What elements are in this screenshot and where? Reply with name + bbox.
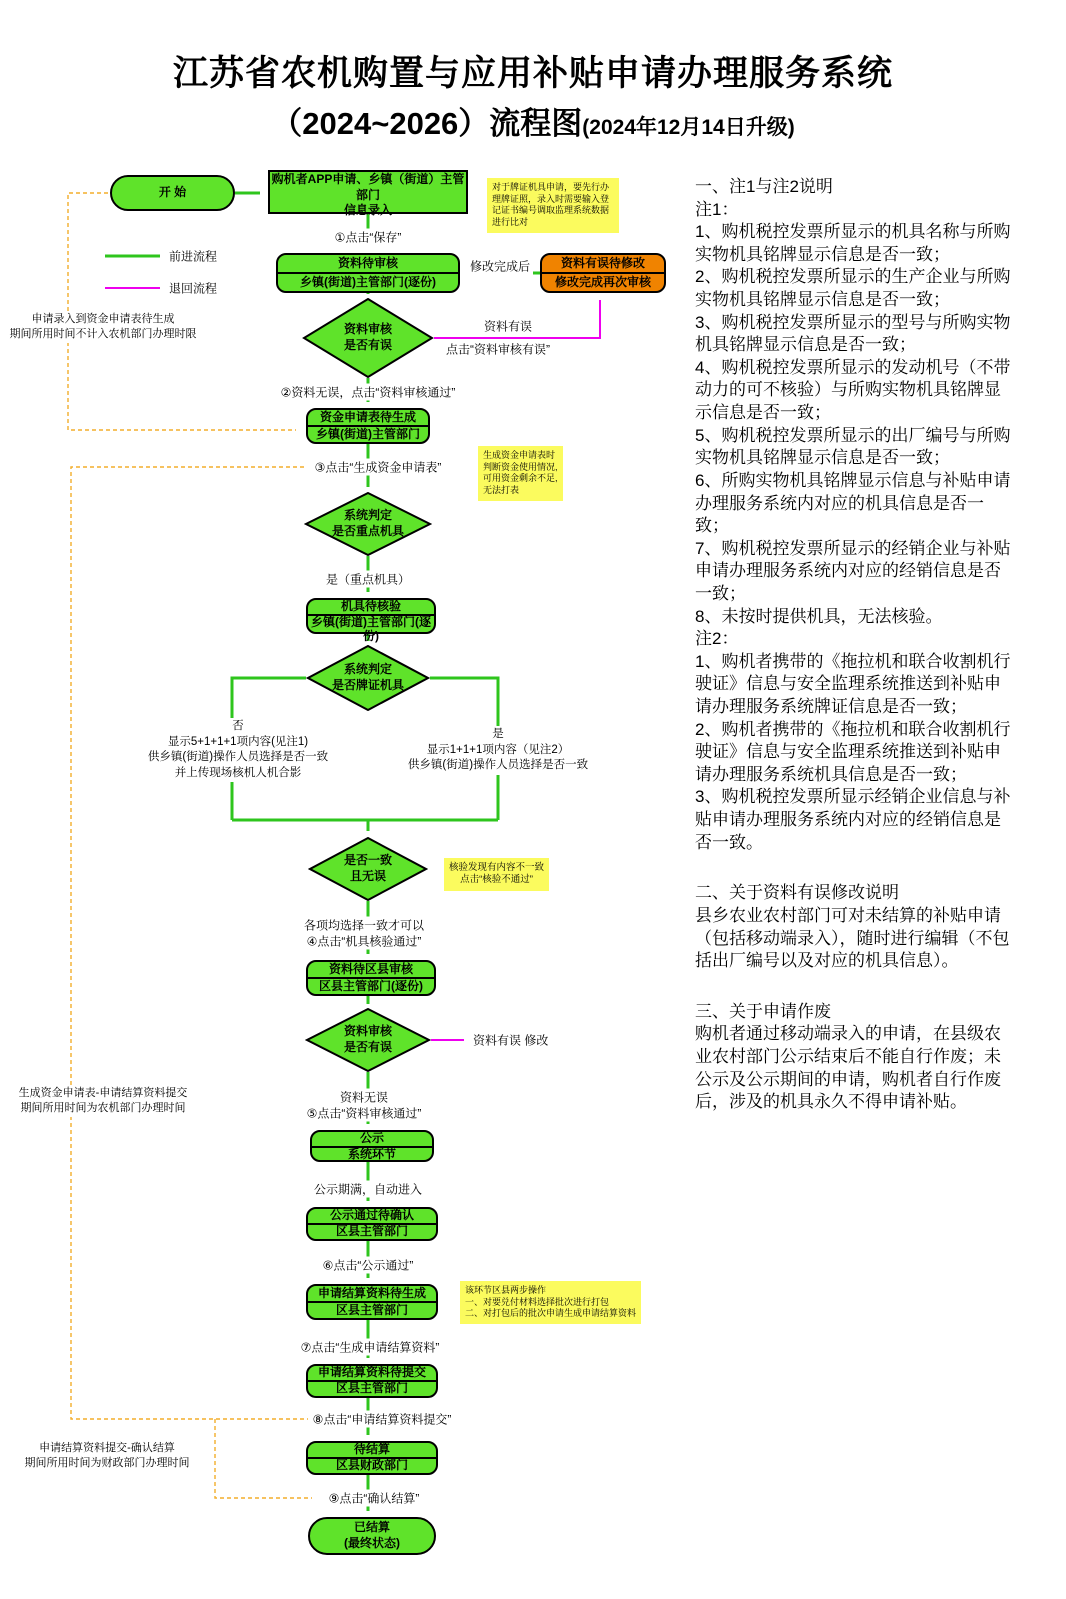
timeline-note-line: 申请录入到资金申请表待生成 (31, 313, 175, 325)
machine-verify-box (306, 598, 436, 643)
label-step-4a: 各项均选择一致才可以 (301, 917, 427, 934)
settle-generate-title: 申请结算资料待生成 (317, 1285, 426, 1300)
label-step-1: ①点击“保存” (332, 229, 405, 246)
timeline-note-1 (8, 312, 198, 343)
note-county-two-steps (460, 1281, 641, 1324)
panel-paragraph: 购机者通过移动端录入的申请，在县级农业农村部门公示结束后不能自行作废；未公示及公示期间的申请，购机者自行作废后，涉及的机具永久不得申请补贴。 (695, 1024, 1001, 1112)
panel-paragraph: 注2： (695, 629, 739, 649)
pending-settle-org: 区县财政部门 (308, 1457, 436, 1473)
error-fix-title: 资料有误待修改 (560, 255, 645, 270)
timeline-note-2 (8, 1086, 198, 1117)
note-verify-fail (444, 858, 549, 891)
error-fix-box (540, 253, 666, 293)
branch-no-head: 否 (232, 720, 244, 732)
branch-no-line: 并上传现场核机人机合影 (174, 766, 302, 779)
decision-review-error-1 (302, 298, 434, 378)
panel-paragraph: 3、购机税控发票所显示的型号与所购实物机具铭牌显示信息是否一致； (695, 312, 1011, 355)
decision-line: 系统判定 (343, 662, 392, 677)
legend-back-label: 退回流程 (166, 280, 220, 297)
decision-key-machine (304, 492, 432, 556)
branch-yes-line: 显示1+1+1项内容（见注2） (426, 743, 570, 756)
note-line: 点击“核验不通过” (460, 874, 533, 886)
panel-paragraph: 8、未按时提供机具，无法核验。 (695, 606, 943, 626)
label-step-5: ⑤点击“资料审核通过” (304, 1105, 425, 1122)
label-error-return-1a: 资料有误 (481, 318, 535, 335)
panel-paragraph: 1、购机者携带的《拖拉机和联合收割机行驶证》信息与安全监理系统推送到补贴申请办理服务系统牌证信息是否一致； (695, 651, 1011, 717)
county-review-title: 资料待区县审核 (328, 961, 413, 976)
panel-paragraph: 7、购机税控发票所显示的经销企业与补贴申请办理服务系统内对应的经销信息是否一致； (695, 538, 1011, 603)
panel-heading-3: 三、关于申请作废 (695, 1001, 831, 1021)
panel-paragraph: 一、注1与注2说明 (695, 177, 833, 196)
settled-line2: (最终状态) (344, 1536, 400, 1550)
fund-table-title: 资金申请表待生成 (319, 409, 416, 424)
label-step-7: ⑦点击“生成申请结算资料” (298, 1339, 443, 1356)
decision-line: 是否有误 (343, 338, 392, 352)
label-step-5a: 资料无误 (337, 1089, 391, 1106)
page-title: 江苏省农机购置与应用补贴申请办理服务系统 (172, 54, 893, 93)
decision-line: 是否一致 (343, 853, 392, 868)
subtitle-main: （2024~2026）流程图 (271, 106, 583, 141)
branch-yes-line: 供乡镇(街道)操作人员选择是否一致 (407, 759, 589, 772)
note-line: 生成资金申请表时 (483, 450, 556, 460)
county-review-org: 区县主管部门(逐份) (308, 977, 434, 994)
settle-generate-org: 区县主管部门 (308, 1301, 436, 1318)
fund-table-box (306, 408, 430, 444)
branch-no-line: 显示5+1+1+1项内容(见注1) (167, 735, 309, 748)
decision-line: 系统判定 (343, 508, 392, 523)
settled-line1: 已结算 (353, 1520, 390, 1535)
note-line: 一、对要兑付材料选择批次进行打包 (465, 1296, 610, 1307)
decision-consistent (308, 837, 428, 901)
error-fix-org: 修改完成再次审核 (542, 272, 664, 291)
note-line: 二、对打包后的批次申请生成申请结算资料 (465, 1308, 637, 1319)
machine-verify-title: 机具待核验 (340, 599, 401, 613)
machine-verify-org: 乡镇(街道)主管部门(逐份) (308, 614, 434, 644)
town-review-org: 乡镇(街道)主管部门(逐份) (278, 272, 458, 291)
start-node: 开 始 (110, 175, 235, 211)
settle-submit-org: 区县主管部门 (308, 1380, 436, 1396)
panel-heading-2: 二、关于资料有误修改说明 (695, 883, 899, 903)
label-step-6: ⑥点击“公示通过” (320, 1257, 417, 1274)
panel-paragraph: 注1： (695, 199, 739, 219)
note-line: 该环节区县两步操作 (465, 1285, 547, 1295)
branch-yes-block (405, 726, 591, 775)
legend-forward-label: 前进流程 (166, 248, 220, 265)
pending-settle-title: 待结算 (353, 1442, 390, 1457)
publicity-confirm-title: 公示通过待确认 (329, 1208, 414, 1223)
label-fix-done: 修改完成后 (467, 258, 533, 275)
label-step-3: ③点击“生成资金申请表” (312, 459, 445, 476)
fund-table-org: 乡镇(街道)主管部门 (308, 425, 428, 442)
publicity-org: 系统环节 (312, 1146, 432, 1162)
label-step-8: ⑧点击“申请结算资料提交” (310, 1411, 455, 1428)
panel-paragraph: 3、购机税控发票所显示经销企业信息与补贴申请办理服务系统内对应的经销信息是否一致。 (695, 787, 1011, 852)
publicity-box (310, 1130, 434, 1162)
timeline-note-line: 申请结算资料提交-确认结算 (39, 1442, 175, 1454)
county-review-box (306, 960, 436, 996)
note-line: 判断资金使用情况, (483, 461, 558, 472)
entry-box (268, 170, 468, 218)
decision-line: 是否牌证机具 (331, 678, 404, 692)
panel-paragraph: 县乡农业农村部门可对未结算的补贴申请（包括移动端录入），随时进行编辑（不包括出厂编号以及对应的机具信息）。 (695, 905, 1010, 971)
panel-paragraph: 2、购机税控发票所显示的生产企业与所购实物机具铭牌显示信息是否一致； (695, 267, 1011, 310)
label-error-return-1b: 点击“资料审核有误” (443, 341, 553, 358)
decision-line: 是否重点机具 (331, 524, 404, 538)
note-fund-generation (478, 446, 563, 501)
settle-submit-box (306, 1364, 438, 1398)
timeline-note-3 (12, 1441, 202, 1472)
timeline-note-line: 期间所用时间不计入农机部门办理时限 (9, 328, 197, 341)
label-error-return-2: 资料有误 修改 (470, 1032, 551, 1049)
timeline-note-line: 生成资金申请表-申请结算资料提交 (18, 1087, 188, 1099)
settled-node (308, 1517, 436, 1555)
note-line: 核验发现有内容不一致 (449, 862, 545, 873)
subtitle-upgrade-date: (2024年12月14日升级) (582, 116, 795, 139)
decision-line: 资料审核 (343, 322, 392, 337)
entry-line2: 信息录入 (343, 203, 392, 218)
branch-no-line: 供乡镇(街道)操作人员选择是否一致 (147, 751, 329, 764)
timeline-note-line: 期间所用时间为财政部门办理时间 (24, 1457, 190, 1470)
panel-paragraph: 4、购机税控发票所显示的发动机号（不带动力的可不核验）与所购实物机具铭牌显示信息是否一致； (695, 357, 1011, 423)
decision-line: 是否有误 (343, 1040, 392, 1054)
panel-paragraph: 1、购机税控发票所显示的机具名称与所购实物机具铭牌显示信息是否一致； (695, 222, 1011, 264)
town-review-title: 资料待审核 (337, 255, 398, 270)
settle-submit-title: 申请结算资料待提交 (317, 1365, 426, 1380)
panel-paragraph: 2、购机者携带的《拖拉机和联合收割机行驶证》信息与安全监理系统推送到补贴申请办理服务系统机具信息是否一致； (695, 719, 1011, 784)
decision-line: 且无误 (349, 869, 386, 883)
decision-review-error-2 (305, 1008, 431, 1072)
note-line: 无法打表 (483, 485, 520, 496)
panel-paragraph: 5、购机税控发票所显示的出厂编号与所购实物机具铭牌显示信息是否一致； (695, 425, 1011, 468)
branch-yes-head: 是 (492, 728, 504, 740)
label-publicity-auto: 公示期满，自动进入 (311, 1181, 425, 1198)
note-line: 可用资金剩余不足, (483, 473, 558, 484)
decision-line: 资料审核 (343, 1024, 392, 1039)
label-step-4: ④点击“机具核验通过” (304, 933, 425, 950)
note-license-entry: 对于牌证机具申请，要先行办理牌证照，录入时需要输入登记证书编号调取监理系统数据进行比对 (487, 178, 619, 233)
label-step-2: ②资料无误，点击“资料审核通过” (278, 384, 459, 401)
panel-paragraph: 6、所购实物机具铭牌显示信息与补贴申请办理服务系统内对应的机具信息是否一致； (695, 470, 1011, 536)
label-key-yes: 是（重点机具） (323, 571, 413, 588)
label-step-9: ⑨点击“确认结算” (326, 1490, 423, 1507)
notes-panel (695, 176, 1017, 1114)
timeline-note-line: 期间所用时间为农机部门办理时间 (20, 1102, 186, 1115)
publicity-title: 公示 (359, 1131, 384, 1145)
entry-line1: 购机者APP申请、乡镇（街道）主管部门 (271, 172, 465, 202)
settle-generate-box (306, 1284, 438, 1320)
publicity-confirm-box (306, 1207, 438, 1241)
publicity-confirm-org: 区县主管部门 (308, 1223, 436, 1239)
branch-no-block (145, 718, 331, 782)
town-review-box (276, 253, 460, 293)
decision-license-machine (306, 645, 430, 711)
pending-settle-box (306, 1441, 438, 1475)
